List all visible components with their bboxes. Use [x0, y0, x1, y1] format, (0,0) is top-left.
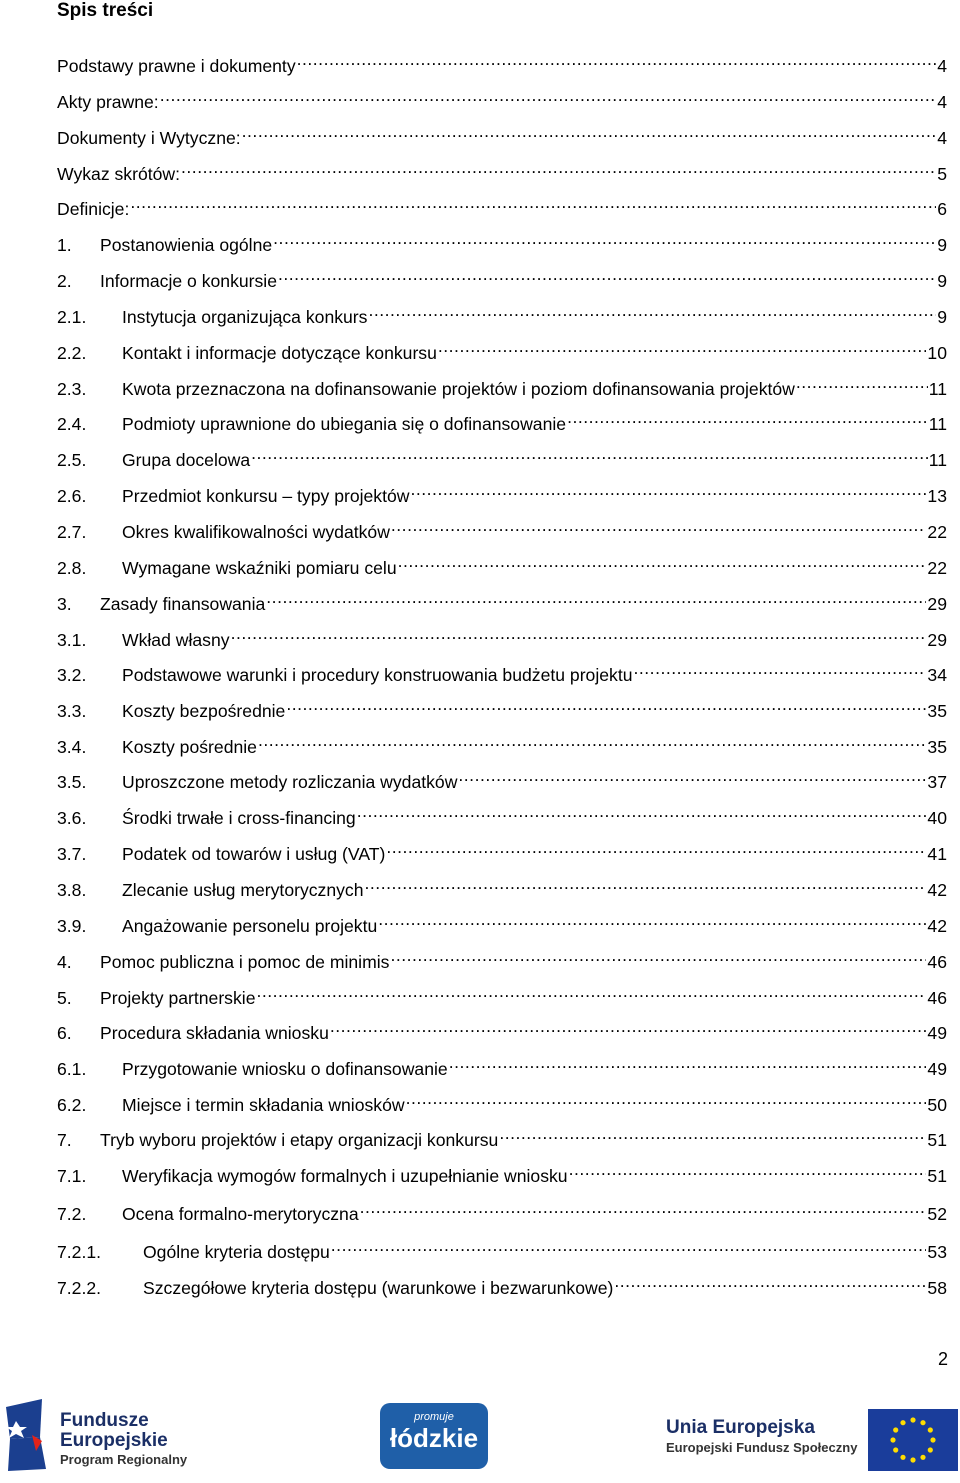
toc-entry[interactable]: [57, 120, 947, 148]
toc-entry-title: Okres kwalifikowalności wydatków: [122, 522, 390, 542]
toc-entry-number: 2.3.: [57, 379, 87, 399]
eu-star: [893, 1427, 898, 1432]
toc-leader-dots: [278, 263, 936, 287]
eu-star: [920, 1420, 925, 1425]
toc-leader-dots: [297, 48, 937, 72]
toc-leader-dots: [391, 514, 927, 538]
toc-entry-number: 3.2.: [57, 665, 87, 685]
toc-entry-number: 7.2.1.: [57, 1242, 102, 1262]
toc-entry-title: Koszty pośrednie: [122, 737, 257, 757]
toc-entry[interactable]: [57, 550, 947, 578]
toc-entry[interactable]: [57, 1087, 947, 1115]
toc-leader-dots: [273, 227, 936, 251]
toc-entry-page: 41: [927, 844, 947, 864]
toc-entry-number: 3.4.: [57, 737, 87, 757]
toc-entry-title: Projekty partnerskie: [100, 988, 256, 1008]
toc-entry-title: Szczegółowe kryteria dostępu (warunkowe i bezwarunkowe): [143, 1278, 614, 1298]
toc-entry-title: Uproszczone metody rozliczania wydatków: [122, 772, 458, 792]
toc-entry-number: 2.: [57, 271, 72, 291]
toc-entry-title: Wkład własny: [122, 630, 230, 650]
toc-leader-dots: [266, 586, 926, 610]
fe-star-icon: [2, 1397, 52, 1473]
toc-entry[interactable]: [57, 335, 947, 363]
toc-entry-page: 11: [928, 414, 947, 434]
toc-leader-dots: [499, 1122, 926, 1146]
toc-leader-dots: [357, 800, 927, 824]
toc-leader-dots: [251, 442, 928, 466]
toc-entry-number: 5.: [57, 988, 72, 1008]
toc-leader-dots: [330, 1015, 927, 1039]
toc-entry[interactable]: [57, 764, 947, 792]
toc-entry-page: 10: [927, 343, 947, 363]
toc-entry[interactable]: [57, 586, 947, 614]
toc-leader-dots: [258, 729, 926, 753]
toc-entry[interactable]: [57, 836, 947, 864]
toc-entry-number: 3.1.: [57, 630, 87, 650]
ue-line2: Europejski Fundusz Społeczny: [666, 1440, 858, 1455]
fundusze-europejskie-logo: [2, 1397, 202, 1477]
toc-entry[interactable]: [57, 1270, 947, 1298]
promuje-lodzkie-logo: [380, 1403, 488, 1469]
toc-leader-dots: [634, 657, 927, 681]
toc-entry-page: 35: [927, 737, 947, 757]
toc-leader-dots: [368, 299, 936, 323]
toc-entry[interactable]: [57, 729, 947, 757]
toc-entry-number: 3.3.: [57, 701, 87, 721]
toc-leader-dots: [256, 980, 926, 1004]
footer-logos: [0, 1395, 960, 1483]
toc-leader-dots: [160, 84, 937, 108]
toc-entry-title: Kwota przeznaczona na dofinansowanie projektów i poziom dofinansowania projektów: [122, 379, 795, 399]
toc-entry-page: 35: [927, 701, 947, 721]
eu-star: [890, 1437, 895, 1442]
toc-entry-page: 46: [927, 952, 947, 972]
toc-entry[interactable]: [57, 514, 947, 542]
toc-entry[interactable]: [57, 908, 947, 936]
toc-leader-dots: [386, 836, 926, 860]
toc-entry-page: 9: [937, 235, 947, 255]
toc-entry-page: 53: [927, 1242, 947, 1262]
toc-entry[interactable]: [57, 191, 947, 219]
toc-entry-page: 11: [928, 379, 947, 399]
toc-leader-dots: [365, 872, 927, 896]
toc-leader-dots: [406, 1087, 927, 1111]
toc-entry[interactable]: [57, 1158, 947, 1186]
toc-entry-title: Miejsce i termin składania wniosków: [122, 1095, 405, 1115]
toc-entry-number: 2.7.: [57, 522, 87, 542]
toc-entry[interactable]: [57, 156, 947, 184]
eu-star: [930, 1437, 935, 1442]
eu-star: [900, 1455, 905, 1460]
toc-entry-title: Informacje o konkursie: [100, 271, 277, 291]
toc-leader-dots: [796, 371, 928, 395]
toc-leader-dots: [242, 120, 937, 144]
toc-entry-number: 2.4.: [57, 414, 87, 434]
toc-title: Spis treści: [57, 0, 154, 21]
toc-entry-page: 51: [927, 1130, 947, 1150]
toc-leader-dots: [390, 944, 926, 968]
toc-entry[interactable]: [57, 1234, 947, 1262]
eu-star: [910, 1417, 915, 1422]
toc-leader-dots: [438, 335, 927, 359]
toc-entry-title: Akty prawne:: [57, 92, 159, 112]
toc-entry-number: 2.1.: [57, 307, 87, 327]
toc-entry-page: 4: [937, 92, 947, 112]
toc-leader-dots: [331, 1234, 927, 1258]
toc-entry-page: 22: [927, 558, 947, 578]
toc-entry-title: Pomoc publiczna i pomoc de minimis: [100, 952, 390, 972]
toc-entry-title: Ogólne kryteria dostępu: [143, 1242, 330, 1262]
toc-entry-number: 3.8.: [57, 880, 87, 900]
eu-star: [928, 1427, 933, 1432]
toc-entry[interactable]: [57, 263, 947, 291]
toc-entry-title: Wykaz skrótów:: [57, 164, 181, 184]
toc-entry-number: 3.7.: [57, 844, 87, 864]
toc-leader-dots: [614, 1270, 926, 1294]
toc-entry-title: Grupa docelowa: [122, 450, 251, 470]
ue-logo-text: [666, 1417, 857, 1457]
toc-entry-title: Przygotowanie wniosku o dofinansowanie: [122, 1059, 448, 1079]
toc-entry-number: 6.1.: [57, 1059, 87, 1079]
fe-line3: Program Regionalny: [60, 1452, 188, 1467]
toc-entry[interactable]: [57, 800, 947, 828]
toc-entry[interactable]: [57, 1051, 947, 1079]
toc-entry[interactable]: [57, 84, 947, 112]
toc-entry-page: 9: [937, 307, 947, 327]
toc-entry[interactable]: [57, 227, 947, 255]
toc-entry-page: 46: [927, 988, 947, 1008]
toc-entry-title: Definicje:: [57, 199, 130, 219]
toc-entry[interactable]: [57, 1015, 947, 1043]
eu-flag-icon: [868, 1409, 958, 1471]
toc-entry-page: 5: [937, 164, 947, 184]
toc-entry[interactable]: [57, 980, 947, 1008]
toc-leader-dots: [449, 1051, 927, 1075]
toc-entry-number: 6.2.: [57, 1095, 87, 1115]
eu-star: [920, 1455, 925, 1460]
toc-entry-number: 4.: [57, 952, 72, 972]
toc-entry-title: Postanowienia ogólne: [100, 235, 273, 255]
toc-entry-number: 3.5.: [57, 772, 87, 792]
toc-entry-page: 13: [927, 486, 947, 506]
toc-entry[interactable]: [57, 872, 947, 900]
toc-entry-title: Podstawy prawne i dokumenty: [57, 56, 296, 76]
toc-entry-number: 2.2.: [57, 343, 87, 363]
toc-entry-title: Podstawowe warunki i procedury konstruowania budżetu projektu: [122, 665, 633, 685]
toc-entry[interactable]: [57, 48, 947, 76]
toc-entry-number: 3.: [57, 594, 72, 614]
toc-entry-page: 9: [937, 271, 947, 291]
toc-entry[interactable]: [57, 1122, 947, 1150]
fe-line1: Fundusze: [60, 1410, 149, 1431]
toc-leader-dots: [411, 478, 927, 502]
toc-entry[interactable]: [57, 406, 947, 434]
eu-star: [910, 1457, 915, 1462]
toc-entry-page: 4: [937, 128, 947, 148]
eu-star: [928, 1447, 933, 1452]
page-number: 2: [937, 1349, 948, 1369]
toc-entry-page: 40: [927, 808, 947, 828]
toc-entry[interactable]: [57, 1196, 947, 1224]
toc-entry-page: 51: [927, 1166, 947, 1186]
toc-leader-dots: [286, 693, 926, 717]
toc-leader-dots: [181, 156, 936, 180]
toc-entry-page: 50: [927, 1095, 947, 1115]
eu-star: [900, 1420, 905, 1425]
toc-entry[interactable]: [57, 944, 947, 972]
toc-entry[interactable]: [57, 442, 947, 470]
toc-entry-number: 1.: [57, 235, 72, 255]
eu-star: [893, 1447, 898, 1452]
toc-entry-title: Angażowanie personelu projektu: [122, 916, 378, 936]
toc-entry-page: 37: [927, 772, 947, 792]
toc-entry[interactable]: [57, 657, 947, 685]
toc-entry-number: 6.: [57, 1023, 72, 1043]
ue-line1: Unia Europejska: [666, 1417, 815, 1438]
toc-leader-dots: [231, 622, 927, 646]
toc-entry-page: 11: [928, 450, 947, 470]
toc-entry-number: 7.2.: [57, 1204, 87, 1224]
toc-leader-dots: [569, 1158, 927, 1182]
toc-entry-number: 3.9.: [57, 916, 87, 936]
toc-entry-title: Wymagane wskaźniki pomiaru celu: [122, 558, 397, 578]
toc-entry-number: 7.1.: [57, 1166, 87, 1186]
toc-leader-dots: [398, 550, 927, 574]
toc-entry-number: 7.2.2.: [57, 1278, 102, 1298]
toc-leader-dots: [458, 764, 926, 788]
toc-entry-page: 29: [927, 630, 947, 650]
toc-entry-title: Dokumenty i Wytyczne:: [57, 128, 241, 148]
toc-entry-title: Weryfikacja wymogów formalnych i uzupełnianie wniosku: [122, 1166, 568, 1186]
toc-entry-number: 2.8.: [57, 558, 87, 578]
toc-leader-dots: [360, 1196, 927, 1220]
toc-leader-dots: [567, 406, 928, 430]
toc-entry-page: 52: [927, 1204, 947, 1224]
toc-entry-title: Podatek od towarów i usług (VAT): [122, 844, 386, 864]
fe-line2: Europejskie: [60, 1430, 168, 1451]
toc-entry-number: 3.6.: [57, 808, 87, 828]
toc-entry[interactable]: [57, 693, 947, 721]
toc-entry[interactable]: [57, 299, 947, 327]
toc-entry-title: Zasady finansowania: [100, 594, 266, 614]
toc-entry-number: 2.6.: [57, 486, 87, 506]
toc-leader-dots: [130, 191, 936, 215]
toc-entry-title: Podmioty uprawnione do ubiegania się o dofinansowanie: [122, 414, 567, 434]
toc-entry-page: 49: [927, 1023, 947, 1043]
toc-entry-page: 4: [937, 56, 947, 76]
toc-entry-page: 42: [927, 916, 947, 936]
toc-entry-page: 58: [927, 1278, 947, 1298]
toc-entry-title: Ocena formalno-merytoryczna: [122, 1204, 359, 1224]
toc-entry[interactable]: [57, 371, 947, 399]
lodz-big-text: łódzkie: [389, 1423, 479, 1453]
toc-entry-page: 6: [937, 199, 947, 219]
toc-entry-title: Tryb wyboru projektów i etapy organizacji konkursu: [100, 1130, 499, 1150]
toc-entry-title: Środki trwałe i cross-financing: [122, 808, 356, 828]
toc-entry-title: Procedura składania wniosku: [100, 1023, 329, 1043]
toc-entry-title: Koszty bezpośrednie: [122, 701, 286, 721]
lodz-small-text: promuje: [414, 1411, 454, 1423]
toc-entry-page: 22: [927, 522, 947, 542]
toc-entry-title: Kontakt i informacje dotyczące konkursu: [122, 343, 437, 363]
toc-entry-title: Zlecanie usług merytorycznych: [122, 880, 364, 900]
toc-entry-title: Instytucja organizująca konkurs: [122, 307, 368, 327]
toc-entry-page: 29: [927, 594, 947, 614]
toc-entry-number: 7.: [57, 1130, 72, 1150]
toc-entry-page: 49: [927, 1059, 947, 1079]
toc-entry[interactable]: [57, 622, 947, 650]
toc-entry-number: 2.5.: [57, 450, 87, 470]
toc-entry-page: 42: [927, 880, 947, 900]
toc-entry-title: Przedmiot konkursu – typy projektów: [122, 486, 410, 506]
toc-entry-page: 34: [927, 665, 947, 685]
toc-leader-dots: [378, 908, 926, 932]
toc-entry[interactable]: [57, 478, 947, 506]
